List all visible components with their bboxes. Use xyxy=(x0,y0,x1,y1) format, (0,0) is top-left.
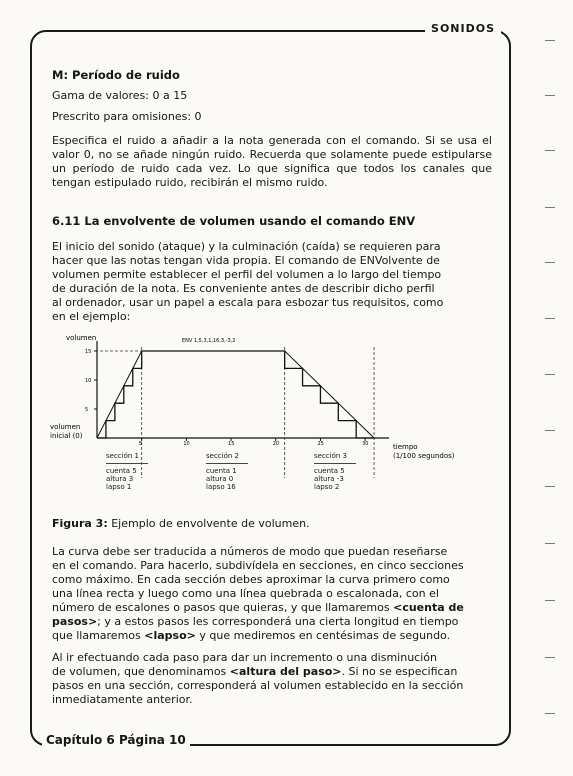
x-axis-label: (1/100 segundos) xyxy=(393,452,455,460)
para-line: Al ir efectuando cada paso para dar un incremento o una disminución xyxy=(52,651,437,664)
param-range: Gama de valores: 0 a 15 xyxy=(52,89,188,102)
x-tick-label: 20 xyxy=(272,441,280,447)
intro-line: El inicio del sonido (ataque) y la culminación (caída) se requieren para xyxy=(52,240,441,253)
para-line: inmediatamente anterior. xyxy=(52,693,193,706)
para-line: pasos en una sección, corresponderá al volumen establecido en la sección xyxy=(52,679,464,692)
section-line: cuenta 1 xyxy=(206,467,237,475)
para-line xyxy=(52,601,492,615)
intro-line: hacer que las notas tengan vida propia. El comando de ENVolvente de xyxy=(52,254,440,267)
param-default: Prescrito para omisiones: 0 xyxy=(52,110,202,123)
x-tick-label: 10 xyxy=(183,441,190,447)
caption-text: Ejemplo de envolvente de volumen. xyxy=(107,517,310,530)
chart-marks xyxy=(97,351,374,438)
para-line xyxy=(52,615,492,629)
para-text: número de escalones o pasos que quieras, y que llamaremos xyxy=(52,601,394,614)
para-text: y que mediremos en centésimas de segundo. xyxy=(195,629,451,642)
y-tick-label: 15 xyxy=(85,349,92,355)
y-tick-label: 10 xyxy=(85,378,92,384)
section-line: cuenta 5 xyxy=(106,467,137,475)
paragraph-3 xyxy=(52,651,492,707)
y-axis-label: volumen xyxy=(66,334,97,342)
envelope-curve xyxy=(97,351,374,438)
term-altura: <altura del paso> xyxy=(229,665,342,678)
para-line xyxy=(52,629,492,643)
term-pasos: pasos> xyxy=(52,615,98,628)
section-line: lapso 1 xyxy=(106,483,132,491)
section-rule xyxy=(106,463,148,464)
section-2 xyxy=(206,452,296,491)
section-1 xyxy=(106,452,196,491)
paragraph-2 xyxy=(52,545,492,643)
intro-line: de duración de la nota. Es conveniente antes de describir dicho perfil xyxy=(52,282,435,295)
y-origin-label: volumen xyxy=(50,423,81,431)
intro-line: en el ejemplo: xyxy=(52,310,131,323)
term-lapso: <lapso> xyxy=(144,629,196,642)
para-text: ; y a estos pasos les corresponderá una cierta longitud en tiempo xyxy=(97,615,459,628)
section-rule xyxy=(206,463,248,464)
para-line: como máximo. En cada sección debes aproximar la curva primero como xyxy=(52,573,450,586)
caption-prefix: Figura 3: xyxy=(52,517,108,530)
param-description: Especifica el ruido a añadir a la nota generada con el comando. Si se usa el valor 0, no se añade ningún ruido. Recuerda que solamente puede estipularse un período de ruido cada vez. Lo que significa que todos los canales que tengan estipulado ruido, recibirán el mismo ruido. xyxy=(52,134,492,189)
section-title: 6.11 La envolvente de volumen usando el comando ENV xyxy=(52,214,416,228)
para-line: en el comando. Para hacerlo, subdivídela en secciones, en cinco secciones xyxy=(52,559,464,572)
figure-caption xyxy=(52,517,492,531)
section-rule xyxy=(314,463,356,464)
section-line: lapso 16 xyxy=(206,483,236,491)
intro-line: al ordenador, usar un papel a escala para esbozar tus requisitos, como xyxy=(52,296,444,309)
x-tick-label: 15 xyxy=(228,441,235,447)
para-text: que llamaremos xyxy=(52,629,145,642)
header-title: SONIDOS xyxy=(425,22,501,35)
param-title: M: Período de ruido xyxy=(52,68,180,82)
x-tick-label: 5 xyxy=(138,441,142,447)
intro-line: volumen permite establecer el perfil del volumen a lo largo del tiempo xyxy=(52,268,442,281)
y-origin-label: inicial (0) xyxy=(50,432,83,440)
x-tick-label: 25 xyxy=(317,441,324,447)
para-line: una línea recta y luego como una línea quebrada o escalonada, con el xyxy=(52,587,439,600)
term-cuenta: <cuenta de xyxy=(393,601,464,614)
para-line: La curva debe ser traducida a números de modo que puedan reseñarse xyxy=(52,545,448,558)
section-line: altura 0 xyxy=(206,475,234,483)
section-line: altura -3 xyxy=(314,475,344,483)
para-text: . Si no se especifican xyxy=(341,665,458,678)
tick-labels xyxy=(85,349,369,447)
section-name: sección 3 xyxy=(314,452,347,460)
env-command: ENV 1,5,3,1,16,3,-3,2 xyxy=(182,338,236,344)
para-line xyxy=(52,665,492,679)
section-name: sección 2 xyxy=(206,452,239,460)
chart-axes xyxy=(97,341,389,438)
section-line: altura 3 xyxy=(106,475,134,483)
x-axis-label: tiempo xyxy=(393,443,418,451)
footer-title: Capítulo 6 Página 10 xyxy=(42,733,190,747)
section-name: sección 1 xyxy=(106,452,139,460)
section-line: lapso 2 xyxy=(314,483,340,491)
section-3 xyxy=(314,452,394,491)
section-line: cuenta 5 xyxy=(314,467,345,475)
x-tick-label: 30 xyxy=(362,441,369,447)
envelope-steps xyxy=(97,351,374,438)
y-tick-label: 5 xyxy=(85,407,89,413)
para-text: de volumen, que denominamos xyxy=(52,665,230,678)
